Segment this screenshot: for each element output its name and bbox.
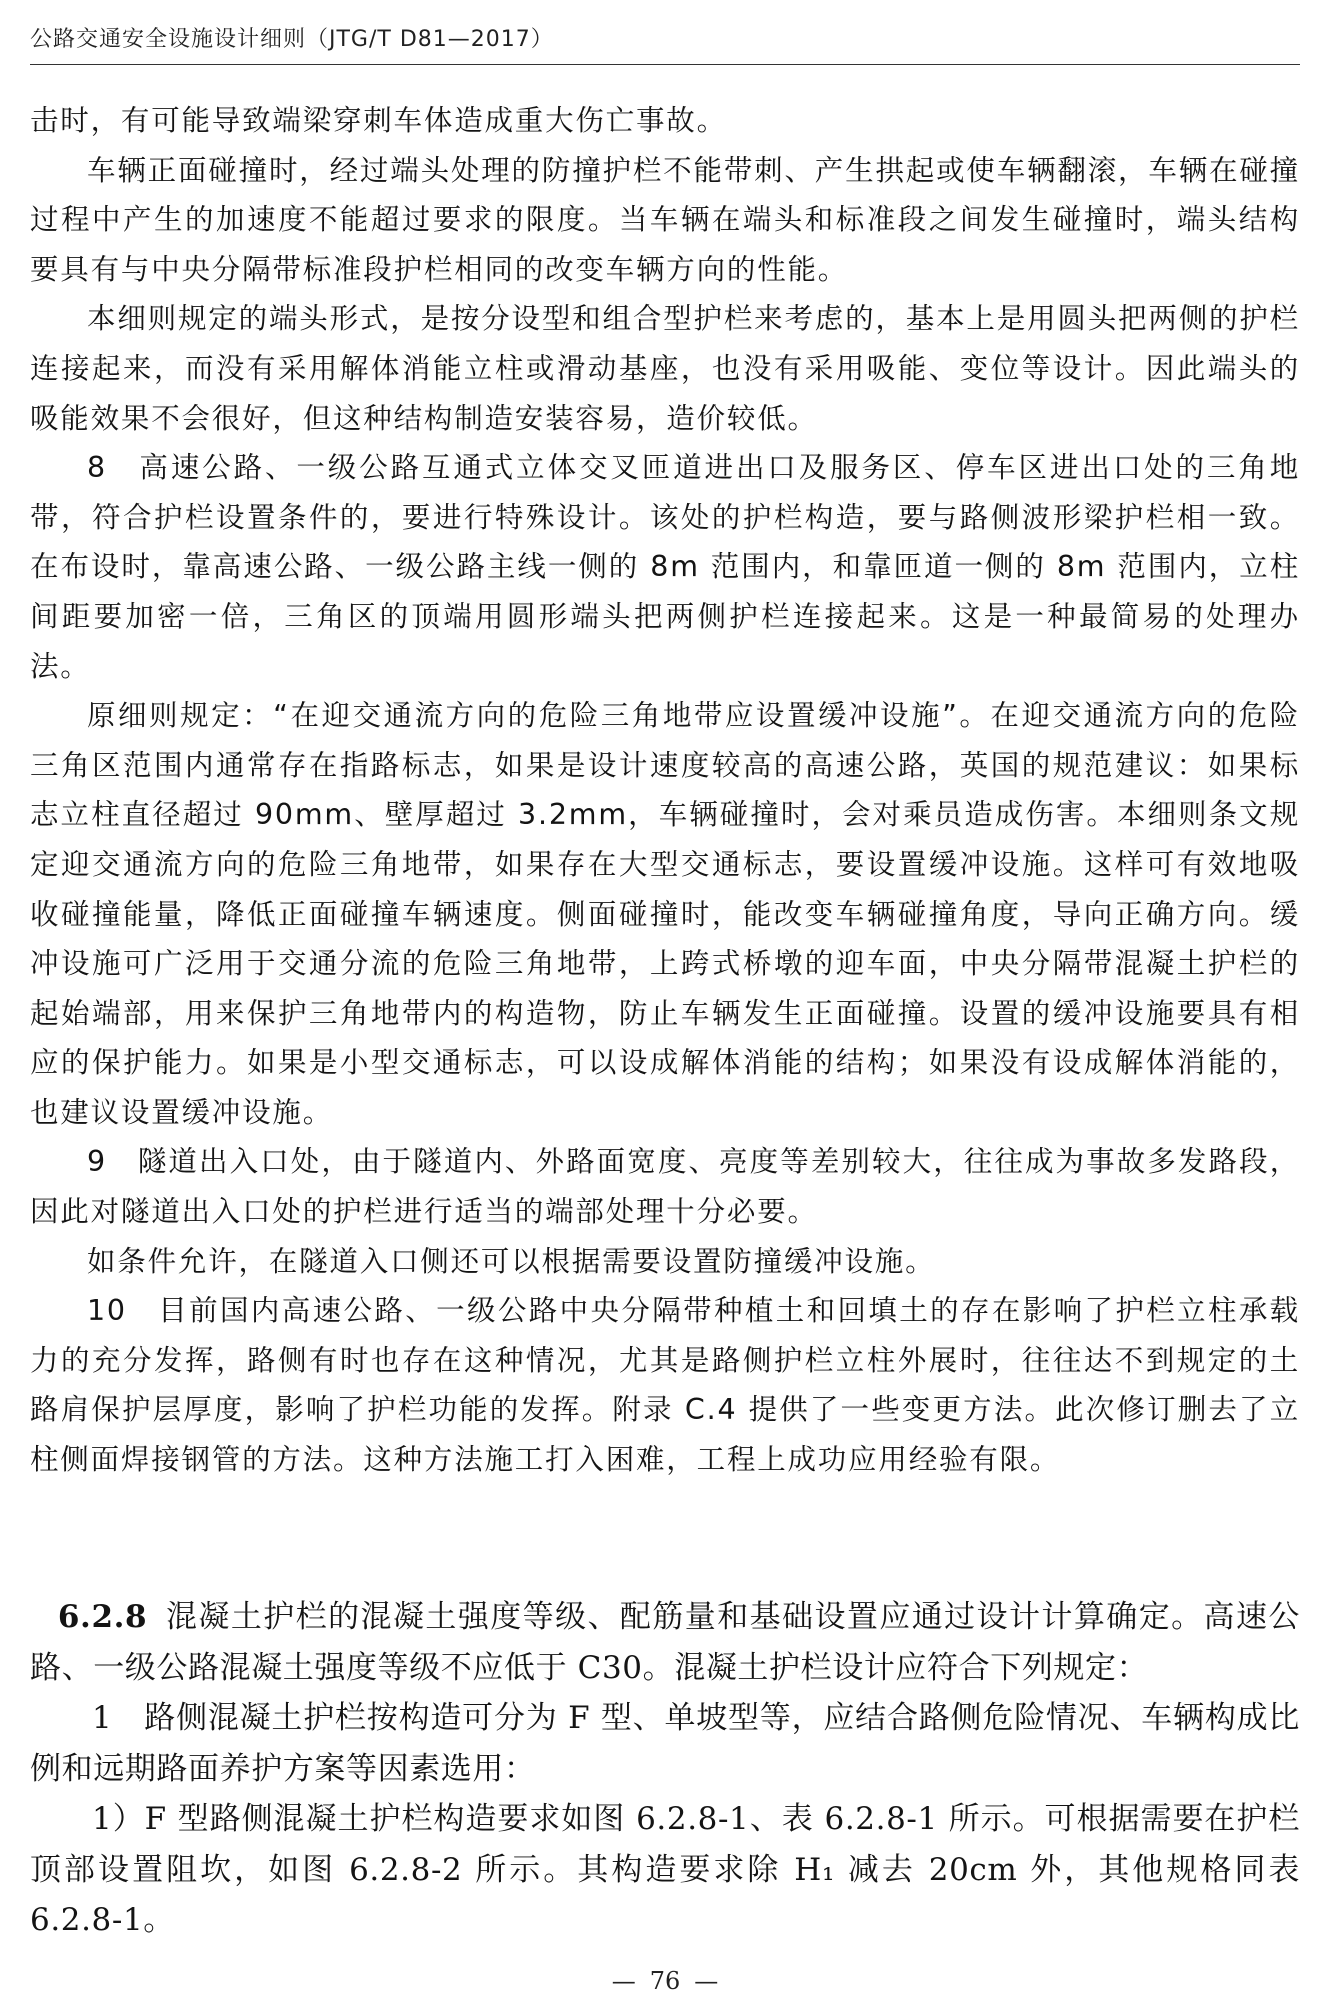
commentary-paragraph: 击时，有可能导致端梁穿刺车体造成重大伤亡事故。 [30, 104, 727, 137]
commentary-paragraph: 如条件允许，在隧道入口侧还可以根据需要设置防撞缓冲设施。 [87, 1244, 936, 1278]
commentary-paragraph: 10 目前国内高速公路、一级公路中央分隔带种植土和回填土的存在影响了护栏立柱承载力的充分发挥，路侧有时也存在这种情况，尤其是路侧护栏立柱外展时，往往达不到规定的土路肩保护层厚度，影响了护栏功能的发挥。附录 C.4 提供了一些变更方法。此次修订删去了立柱侧面焊接钢管的方法。这种方法施工打入困难，工程上成功应用经验有限。 [30, 1294, 1300, 1477]
commentary-paragraph: 原细则规定：“在迎交通流方向的危险三角地带应设置缓冲设施”。在迎交通流方向的危险三角区范围内通常存在指路标志，如果是设计速度较高的高速公路，英国的规范建议：如果标志立柱直径超过 90mm、壁厚超过 3.2mm，车辆碰撞时，会对乘员造成伤害。本细则条文规定迎交通流方向的危险三角地带，如果存在大型交通标志，要设置缓冲设施。这样可有效地吸收碰撞能量，降低正面碰撞车辆速度。侧面碰撞时，能改变车辆碰撞角度，导向正确方向。缓冲设施可广泛用于交通分流的危险三角地带，上跨式桥墩的迎车面，中央分隔带混凝土护栏的起始端部，用来保护三角地带内的构造物，防止车辆发生正面碰撞。设置的缓冲设施要具有相应的保护能力。如果是小型交通标志，可以设成解体消能的结构；如果没有设成解体消能的，也建议设置缓冲设施。 [30, 699, 1300, 1129]
folio-dash-right: — [694, 1967, 719, 1995]
commentary-section [30, 96, 1300, 1485]
folio-dash-left: — [611, 1967, 636, 1995]
clause-lead-paragraph [30, 1592, 1300, 1693]
running-header: 公路交通安全设施设计细则（JTG/T D81—2017） [30, 27, 554, 52]
page-number: 76 [649, 1967, 681, 1995]
commentary-paragraph: 8 高速公路、一级公路互通式立体交叉匝道进出口及服务区、停车区进出口处的三角地带，符合护栏设置条件的，要进行特殊设计。该处的护栏构造，要与路侧波形梁护栏相一致。在布设时，靠高速公路、一级公路主线一侧的 8m 范围内，和靠匝道一侧的 8m 范围内，立柱间距要加密一倍，三角区的顶端用圆形端头把两侧护栏连接起来。这是一种最简易的处理办法。 [30, 451, 1300, 683]
commentary-paragraph: 车辆正面碰撞时，经过端头处理的防撞护栏不能带刺、产生拱起或使车辆翻滚，车辆在碰撞过程中产生的加速度不能超过要求的限度。当车辆在端头和标准段之间发生碰撞时，端头结构要具有与中央分隔带标准段护栏相同的改变车辆方向的性能。 [30, 153, 1300, 286]
clause-lead-text: 混凝土护栏的混凝土强度等级、配筋量和基础设置应通过设计计算确定。高速公路、一级公路混凝土强度等级不应低于 C30。混凝土护栏设计应符合下列规定： [30, 1599, 1300, 1686]
header-rule [30, 64, 1300, 65]
clause-section [30, 1592, 1300, 1946]
document-page [30, 0, 1300, 2015]
clause-number: 6.2.8 [57, 1599, 148, 1635]
clause-item: 1 路侧混凝土护栏按构造可分为 F 型、单坡型等，应结合路侧危险情况、车辆构成比例和远期路面养护方案等因素选用： [30, 1700, 1300, 1787]
commentary-paragraph: 9 隧道出入口处，由于隧道内、外路面宽度、亮度等差别较大，往往成为事故多发路段，因此对隧道出入口处的护栏进行适当的端部处理十分必要。 [30, 1145, 1300, 1229]
commentary-paragraph: 本细则规定的端头形式，是按分设型和组合型护栏来考虑的，基本上是用圆头把两侧的护栏连接起来，而没有采用解体消能立柱或滑动基座，也没有采用吸能、变位等设计。因此端头的吸能效果不会很好，但这种结构制造安装容易，造价较低。 [30, 302, 1300, 435]
clause-item: 1）F 型路侧混凝土护栏构造要求如图 6.2.8-1、表 6.2.8-1 所示。可根据需要在护栏顶部设置阻坎，如图 6.2.8-2 所示。其构造要求除 H₁ 减去 20cm 外，其他规格同表 6.2.8-1。 [30, 1801, 1300, 1938]
page-footer [30, 1967, 1300, 1995]
